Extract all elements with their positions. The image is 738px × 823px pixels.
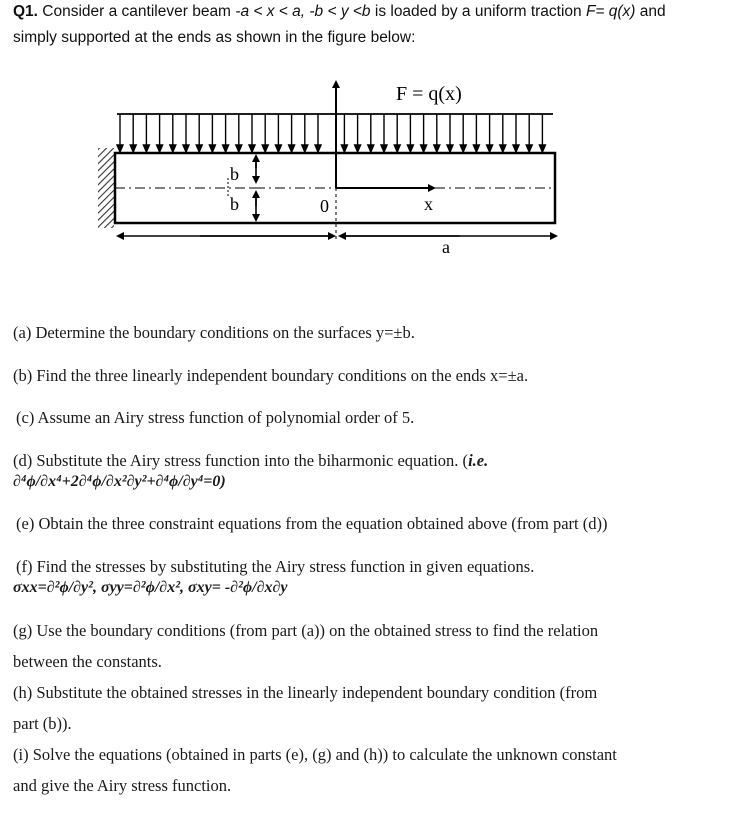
stress-formula: σxx=∂²ϕ/∂y², σyy=∂²ϕ/∂x², σxy= -∂²ϕ/∂x∂y — [13, 579, 288, 596]
load-arrow-head — [447, 145, 453, 152]
label-b-bottom: b — [230, 194, 239, 214]
load-arrow-head — [130, 145, 136, 152]
load-arrow-head — [355, 145, 361, 152]
load-arrow-head — [302, 145, 308, 152]
question-range: -a < x < a, -b < y <b — [235, 3, 371, 20]
load-arrow-head — [236, 145, 242, 152]
load-arrow-head — [249, 145, 255, 152]
load-arrow-head — [209, 145, 215, 152]
load-arrow-head — [526, 145, 532, 152]
b-dimension-arrows — [249, 156, 263, 220]
load-arrow-head — [368, 145, 374, 152]
load-arrow-head — [539, 145, 545, 152]
part-d — [13, 451, 488, 471]
load-arrow-head — [315, 145, 321, 152]
load-arrow-head — [487, 145, 493, 152]
load-arrow-head — [434, 145, 440, 152]
load-arrow-head — [460, 145, 466, 152]
load-arrow-head — [196, 145, 202, 152]
load-arrow-head — [421, 145, 427, 152]
fixed-support-hatch — [98, 148, 114, 228]
label-b-top: b — [230, 164, 239, 184]
load-arrow-head — [275, 145, 281, 152]
load-arrow-head — [183, 145, 189, 152]
part-f: (f) Find the stresses by substituting the Airy stress function in given equations. — [16, 557, 535, 576]
part-d-ie: i.e. — [468, 451, 489, 470]
question-line-2: simply supported at the ends as shown in the figure below: — [13, 29, 416, 46]
part-h-line-1: (h) Substitute the obtained stresses in the linearly independent boundary condition (from — [13, 683, 598, 702]
force-label: F = q(x) — [396, 83, 462, 105]
part-i-line-2: and give the Airy stress function. — [13, 776, 232, 795]
load-arrow-head — [157, 145, 163, 152]
question-text: Consider a cantilever beam — [37, 3, 236, 20]
part-e: (e) Obtain the three constraint equations from the equation obtained above (from part (d)) — [16, 514, 608, 533]
beam-figure — [0, 70, 738, 350]
part-d-text: (d) Substitute the Airy stress function into the biharmonic equation. ( — [13, 451, 469, 470]
load-arrow-head — [341, 145, 347, 152]
question-line-1 — [13, 3, 666, 21]
part-b: (b) Find the three linearly independent boundary conditions on the ends x=±a. — [13, 366, 529, 385]
load-arrow-head — [289, 145, 295, 152]
load-arrow-head — [473, 145, 479, 152]
part-c: (c) Assume an Airy stress function of polynomial order of 5. — [16, 408, 415, 427]
question-number: Q1. — [13, 3, 38, 20]
load-arrow-head — [170, 145, 176, 152]
biharmonic-formula: ∂⁴ϕ/∂x⁴+2∂⁴ϕ/∂x²∂y²+∂⁴ϕ/∂y⁴=0) — [13, 473, 226, 490]
load-arrow-head — [513, 145, 519, 152]
question-text-3: and — [635, 3, 666, 20]
load-arrow-head — [394, 145, 400, 152]
question-text-2: is loaded by a uniform traction — [370, 3, 586, 20]
part-i-line-1: (i) Solve the equations (obtained in parts (e), (g) and (h)) to calculate the unknown constant — [13, 745, 617, 764]
label-x: x — [424, 194, 433, 214]
part-a: (a) Determine the boundary conditions on the surfaces y=±b. — [13, 323, 415, 342]
load-arrow-head — [407, 145, 413, 152]
load-arrow-head — [262, 145, 268, 152]
load-arrow-head — [381, 145, 387, 152]
load-arrow-head — [500, 145, 506, 152]
load-arrow-head — [117, 145, 123, 152]
label-origin: 0 — [320, 196, 329, 216]
part-h-line-2: part (b)). — [13, 714, 72, 733]
question-traction: F= q(x) — [585, 3, 636, 20]
load-arrow-head — [223, 145, 229, 152]
part-g-line-1: (g) Use the boundary conditions (from part (a)) on the obtained stress to find the relation — [13, 621, 599, 640]
label-a: a — [442, 237, 450, 257]
part-g-line-2: between the constants. — [13, 652, 162, 671]
load-arrow-head — [143, 145, 149, 152]
